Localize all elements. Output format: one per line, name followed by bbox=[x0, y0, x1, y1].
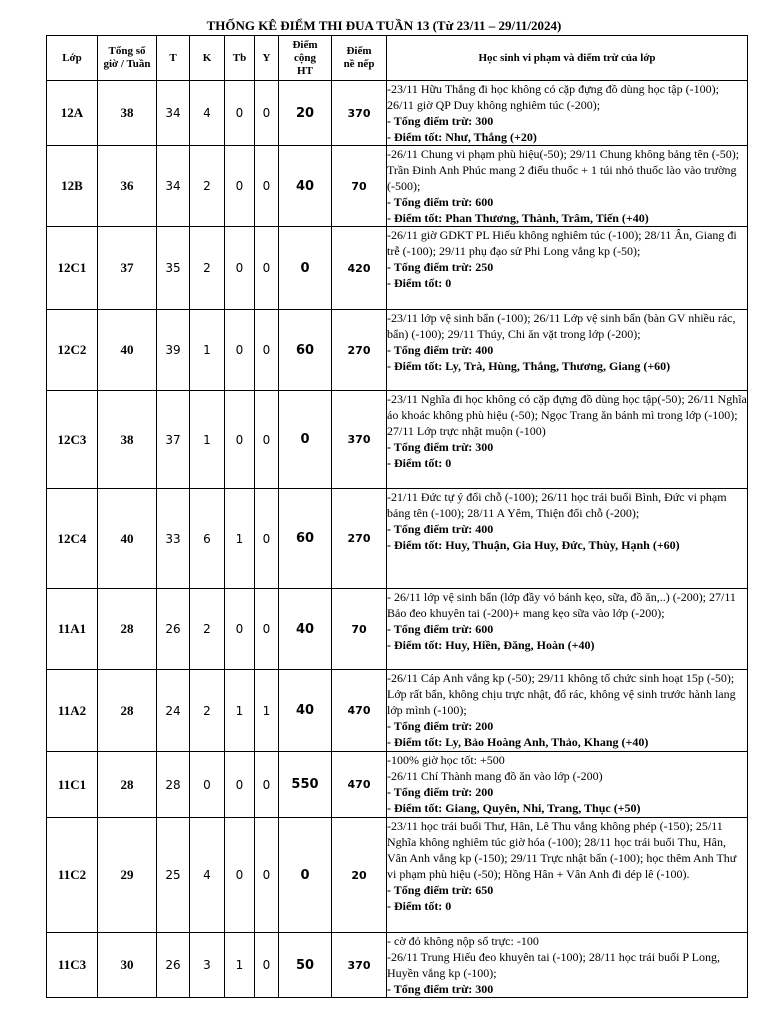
hours-cell: 40 bbox=[98, 489, 157, 589]
violations-cell bbox=[387, 391, 748, 489]
discipline-points-cell: 70 bbox=[332, 146, 387, 227]
bonus-points-cell: 50 bbox=[279, 933, 332, 998]
y-cell: 0 bbox=[255, 146, 279, 227]
header-tong-so bbox=[98, 36, 157, 81]
bonus-points-cell: 40 bbox=[279, 589, 332, 670]
header-tong-so-line1: Tổng số bbox=[108, 45, 146, 57]
header-diem-cong-line2: cộng bbox=[294, 51, 316, 64]
hours-cell: 28 bbox=[98, 752, 157, 818]
violation-line: -100% giờ học tốt: +500 bbox=[387, 753, 505, 767]
bonus-points-cell: 40 bbox=[279, 146, 332, 227]
k-cell: 2 bbox=[190, 589, 225, 670]
discipline-points-cell: 370 bbox=[332, 933, 387, 998]
tb-cell: 1 bbox=[225, 933, 255, 998]
discipline-points-cell: 20 bbox=[332, 818, 387, 933]
summary-line: - Điểm tốt: 0 bbox=[387, 276, 452, 290]
t-cell: 28 bbox=[157, 752, 190, 818]
t-cell: 24 bbox=[157, 670, 190, 752]
hours-cell: 38 bbox=[98, 81, 157, 146]
summary-line: - Tổng điểm trừ: 200 bbox=[387, 719, 494, 733]
y-cell: 0 bbox=[255, 310, 279, 391]
tb-cell: 0 bbox=[225, 81, 255, 146]
bonus-points-cell: 60 bbox=[279, 489, 332, 589]
k-cell: 6 bbox=[190, 489, 225, 589]
table-row bbox=[47, 391, 748, 489]
summary-line: - Điểm tốt: Ly, Trà, Hùng, Thắng, Thương, Giang (+60) bbox=[387, 359, 671, 373]
hours-cell: 30 bbox=[98, 933, 157, 998]
header-k: K bbox=[190, 36, 225, 81]
header-y: Y bbox=[255, 36, 279, 81]
y-cell: 0 bbox=[255, 227, 279, 310]
tb-cell: 0 bbox=[225, 752, 255, 818]
violations-cell bbox=[387, 146, 748, 227]
class-cell: 11C1 bbox=[47, 752, 98, 818]
class-cell: 12A bbox=[47, 81, 98, 146]
tb-cell: 0 bbox=[225, 589, 255, 670]
hours-cell: 28 bbox=[98, 670, 157, 752]
class-cell: 12C3 bbox=[47, 391, 98, 489]
table-row bbox=[47, 752, 748, 818]
t-cell: 26 bbox=[157, 933, 190, 998]
t-cell: 26 bbox=[157, 589, 190, 670]
summary-line: - Tổng điểm trừ: 600 bbox=[387, 622, 494, 636]
discipline-points-cell: 470 bbox=[332, 670, 387, 752]
y-cell: 0 bbox=[255, 933, 279, 998]
bonus-points-cell: 0 bbox=[279, 391, 332, 489]
violation-line: -26/11 Chí Thành mang đồ ăn vào lớp (-200) bbox=[387, 769, 603, 783]
hours-cell: 29 bbox=[98, 818, 157, 933]
bonus-points-cell: 40 bbox=[279, 670, 332, 752]
y-cell: 1 bbox=[255, 670, 279, 752]
violations-cell bbox=[387, 752, 748, 818]
violation-line: - cờ đỏ không nộp sổ trực: -100 bbox=[387, 934, 539, 948]
class-cell: 12C2 bbox=[47, 310, 98, 391]
header-tb: Tb bbox=[225, 36, 255, 81]
table-row bbox=[47, 670, 748, 752]
summary-line: - Điểm tốt: Giang, Quyên, Nhi, Trang, Thục (+50) bbox=[387, 801, 641, 815]
summary-line: - Điểm tốt: 0 bbox=[387, 456, 452, 470]
summary-line: - Điểm tốt: Ly, Bảo Hoàng Anh, Thảo, Khang (+40) bbox=[387, 735, 649, 749]
class-cell: 11C2 bbox=[47, 818, 98, 933]
header-diem-cong-line1: Điểm bbox=[292, 38, 318, 51]
header-diem-ne-nep-line1: Điểm bbox=[346, 45, 372, 57]
violations-cell bbox=[387, 227, 748, 310]
tb-cell: 0 bbox=[225, 227, 255, 310]
discipline-points-cell: 70 bbox=[332, 589, 387, 670]
header-tong-so-line2: giờ / Tuần bbox=[103, 58, 151, 70]
bonus-points-cell: 20 bbox=[279, 81, 332, 146]
t-cell: 25 bbox=[157, 818, 190, 933]
tb-cell: 0 bbox=[225, 310, 255, 391]
class-cell: 11A2 bbox=[47, 670, 98, 752]
t-cell: 34 bbox=[157, 81, 190, 146]
header-diem-cong-line3: HT bbox=[297, 64, 313, 77]
header-lop: Lớp bbox=[47, 36, 98, 81]
t-cell: 37 bbox=[157, 391, 190, 489]
summary-line: - Điểm tốt: 0 bbox=[387, 899, 452, 913]
violations-cell bbox=[387, 933, 748, 998]
t-cell: 35 bbox=[157, 227, 190, 310]
violation-line: -26/11 giờ GDKT PL Hiếu không nghiêm túc (-100); 28/11 Ân, Giang đi trễ (-100); 29/11 phụ đạo sử Phi Long vắng kp (-50); bbox=[387, 228, 737, 258]
class-cell: 12C1 bbox=[47, 227, 98, 310]
summary-line: - Tổng điểm trừ: 300 bbox=[387, 114, 494, 128]
discipline-points-cell: 270 bbox=[332, 310, 387, 391]
k-cell: 2 bbox=[190, 146, 225, 227]
violation-line: -23/11 lớp vệ sinh bẩn (-100); 26/11 Lớp vệ sinh bẩn (bàn GV nhiều rác, bẩn) (-100); 29/11 Thúy, Chi ăn vặt trong lớp (-200); bbox=[387, 311, 736, 341]
k-cell: 3 bbox=[190, 933, 225, 998]
t-cell: 34 bbox=[157, 146, 190, 227]
violations-cell bbox=[387, 310, 748, 391]
class-cell: 12B bbox=[47, 146, 98, 227]
k-cell: 4 bbox=[190, 81, 225, 146]
page-title: THỐNG KÊ ĐIỂM THI ĐUA TUẦN 13 (Từ 23/11 – 29/11/2024) bbox=[206, 18, 562, 33]
violations-cell bbox=[387, 589, 748, 670]
y-cell: 0 bbox=[255, 391, 279, 489]
table-row bbox=[47, 489, 748, 589]
hours-cell: 36 bbox=[98, 146, 157, 227]
table-row bbox=[47, 589, 748, 670]
tb-cell: 0 bbox=[225, 391, 255, 489]
header-t: T bbox=[157, 36, 190, 81]
k-cell: 2 bbox=[190, 670, 225, 752]
summary-line: - Điểm tốt: Huy, Thuận, Gia Huy, Đức, Thùy, Hạnh (+60) bbox=[387, 538, 680, 552]
tb-cell: 0 bbox=[225, 818, 255, 933]
k-cell: 1 bbox=[190, 310, 225, 391]
hours-cell: 37 bbox=[98, 227, 157, 310]
tb-cell: 0 bbox=[225, 146, 255, 227]
table-row bbox=[47, 310, 748, 391]
summary-line: - Điểm tốt: Phan Thương, Thành, Trâm, Tiến (+40) bbox=[387, 211, 649, 225]
violation-line: -26/11 Trung Hiếu đeo khuyên tai (-100); 28/11 học trái buổi P Long, Huyền vắng kp (-100); bbox=[387, 950, 720, 980]
header-diem-ne-nep bbox=[332, 36, 387, 81]
k-cell: 2 bbox=[190, 227, 225, 310]
y-cell: 0 bbox=[255, 818, 279, 933]
y-cell: 0 bbox=[255, 489, 279, 589]
header-diem-cong bbox=[279, 36, 332, 81]
violations-cell bbox=[387, 818, 748, 933]
hours-cell: 38 bbox=[98, 391, 157, 489]
summary-line: - Tổng điểm trừ: 200 bbox=[387, 785, 494, 799]
discipline-points-cell: 370 bbox=[332, 391, 387, 489]
hours-cell: 40 bbox=[98, 310, 157, 391]
t-cell: 33 bbox=[157, 489, 190, 589]
discipline-points-cell: 470 bbox=[332, 752, 387, 818]
violation-line: -23/11 học trái buổi Thư, Hân, Lê Thu vắng không phép (-150); 25/11 Nghĩa không nghiêm túc giờ hóa (-100); 28/11 học trái buổi Thu, Hân, Vân Anh vắng kp (-150); 29/11 Trực nhật bẩn (-100); học thêm Anh Thư vi phạm phù hiệu (-50); Hồng Hân + Vân Anh đi dép lê (-100). bbox=[387, 819, 737, 881]
table-row bbox=[47, 818, 748, 933]
table-row bbox=[47, 227, 748, 310]
class-cell: 12C4 bbox=[47, 489, 98, 589]
table-row bbox=[47, 146, 748, 227]
tb-cell: 1 bbox=[225, 489, 255, 589]
summary-line: - Tổng điểm trừ: 300 bbox=[387, 440, 494, 454]
t-cell: 39 bbox=[157, 310, 190, 391]
violations-cell bbox=[387, 489, 748, 589]
violation-line: - 26/11 lớp vệ sinh bẩn (lớp đầy vỏ bánh kẹo, sữa, đồ ăn,..) (-200); 27/11 Bảo đeo khuyên tai (-200)+ mang kẹo sữa vào lớp (-200); bbox=[387, 590, 736, 620]
violations-cell bbox=[387, 81, 748, 146]
hours-cell: 28 bbox=[98, 589, 157, 670]
summary-line: - Tổng điểm trừ: 650 bbox=[387, 883, 494, 897]
discipline-points-cell: 270 bbox=[332, 489, 387, 589]
discipline-points-cell: 420 bbox=[332, 227, 387, 310]
summary-line: - Tổng điểm trừ: 600 bbox=[387, 195, 494, 209]
summary-line: - Điểm tốt: Huy, Hiền, Đăng, Hoàn (+40) bbox=[387, 638, 595, 652]
discipline-points-cell: 370 bbox=[332, 81, 387, 146]
class-cell: 11A1 bbox=[47, 589, 98, 670]
summary-line: - Tổng điểm trừ: 300 bbox=[387, 982, 494, 996]
violation-line: -26/11 Chung vi phạm phù hiệu(-50); 29/11 Chung không bảng tên (-50); Trần Đinh Anh Phúc mang 2 điếu thuốc + 1 túi nhỏ thuốc lào vào trường (-500); bbox=[387, 147, 740, 193]
k-cell: 4 bbox=[190, 818, 225, 933]
bonus-points-cell: 0 bbox=[279, 818, 332, 933]
class-cell: 11C3 bbox=[47, 933, 98, 998]
violations-cell bbox=[387, 670, 748, 752]
tb-cell: 1 bbox=[225, 670, 255, 752]
header-row bbox=[47, 36, 748, 81]
summary-line: - Tổng điểm trừ: 400 bbox=[387, 343, 494, 357]
table-row bbox=[47, 933, 748, 998]
y-cell: 0 bbox=[255, 81, 279, 146]
bonus-points-cell: 0 bbox=[279, 227, 332, 310]
bonus-points-cell: 550 bbox=[279, 752, 332, 818]
k-cell: 1 bbox=[190, 391, 225, 489]
score-table bbox=[46, 35, 748, 998]
y-cell: 0 bbox=[255, 589, 279, 670]
violation-line: -21/11 Đức tự ý đổi chỗ (-100); 26/11 học trái buổi Bình, Đức vi phạm bảng tên (-100); 28/11 A Yêm, Thiện đổi chỗ (-200); bbox=[387, 490, 727, 520]
y-cell: 0 bbox=[255, 752, 279, 818]
violation-line: -23/11 Nghĩa đi học không có cặp đựng đồ dùng học tập(-50); 26/11 Nghĩa áo khoác không phù hiệu (-50); Ngọc Trang ăn bánh mì trong lớp (-100); 27/11 Lớp trực nhật muộn (-100) bbox=[387, 392, 747, 438]
summary-line: - Điểm tốt: Như, Thắng (+20) bbox=[387, 130, 537, 144]
summary-line: - Tổng điểm trừ: 400 bbox=[387, 522, 494, 536]
header-hoc-sinh: Học sinh vi phạm và điểm trừ của lớp bbox=[387, 36, 748, 81]
summary-line: - Tổng điểm trừ: 250 bbox=[387, 260, 494, 274]
header-diem-ne-nep-line2: nề nếp bbox=[343, 58, 375, 70]
table-body bbox=[47, 81, 748, 998]
table-row bbox=[47, 81, 748, 146]
k-cell: 0 bbox=[190, 752, 225, 818]
violation-line: -23/11 Hữu Thắng đi học không có cặp đựng đồ dùng học tập (-100); 26/11 giờ QP Duy không nghiêm túc (-200); bbox=[387, 82, 719, 112]
bonus-points-cell: 60 bbox=[279, 310, 332, 391]
violation-line: -26/11 Cáp Anh vắng kp (-50); 29/11 không tổ chức sinh hoạt 15p (-50); Lớp rất bẩn, không chịu trực nhật, đổ rác, không vệ sinh trước hành lang lớp mình (-100); bbox=[387, 671, 736, 717]
